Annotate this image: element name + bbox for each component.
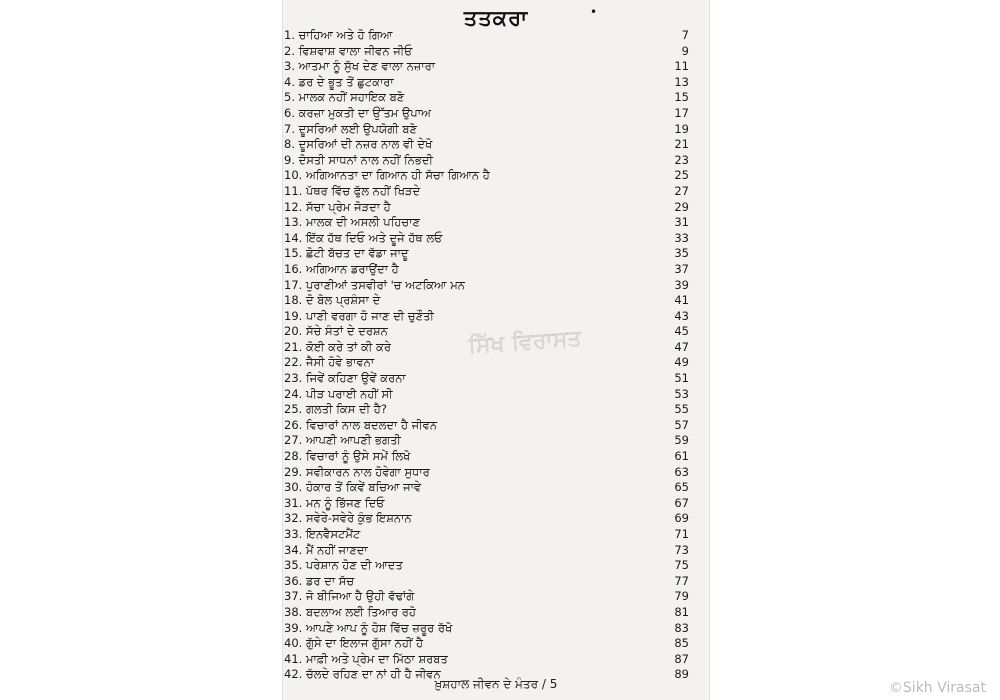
toc-entry-page: 53 xyxy=(674,386,689,401)
toc-entry-page: 45 xyxy=(674,324,689,339)
toc-entry-title: 13. ਮਾਲਕ ਦੀ ਅਸਲੀ ਪਹਿਚਾਣ xyxy=(284,215,420,230)
toc-row xyxy=(282,371,710,387)
toc-entry-page: 35 xyxy=(674,246,689,261)
toc-row xyxy=(282,621,710,637)
toc-row xyxy=(282,387,710,403)
toc-row xyxy=(282,59,710,75)
toc-row xyxy=(282,574,710,590)
toc-entry-title: 33. ਇਨਵੈਸਟਮੈਂਟ xyxy=(284,527,361,541)
toc-entry-title: 19. ਪਾਣੀ ਵਰਗਾ ਹੋ ਜਾਣ ਦੀ ਚੁਣੌਤੀ xyxy=(284,308,434,323)
toc-entry-title: 31. ਮਨ ਨੂੰ ਭਿੱਜਣ ਦਿਓ xyxy=(284,495,385,510)
watermark: ਸਿੱਖ ਵਿਰਾਸਤ xyxy=(467,326,583,359)
toc-entry-page: 47 xyxy=(674,339,689,354)
toc-entry-title: 32. ਸਵੇਰੇ-ਸਵੇਰੇ ਕੁੰਭ ਇਸ਼ਨਾਨ xyxy=(284,511,412,526)
toc-row xyxy=(282,90,710,106)
toc-row xyxy=(282,153,710,169)
toc-row xyxy=(282,636,710,652)
toc-row xyxy=(282,511,710,527)
page-title: ਤਤਕਰਾ xyxy=(463,6,529,30)
toc-row xyxy=(282,480,710,496)
toc-entry-title: 39. ਆਪਣੇ ਆਪ ਨੂੰ ਹੋਸ਼ ਵਿੱਚ ਜ਼ਰੂਰ ਰੱਖੋ xyxy=(284,620,453,635)
toc-row xyxy=(282,605,710,621)
toc-entry-page: 7 xyxy=(681,28,689,42)
toc-entry-page: 9 xyxy=(681,43,689,58)
toc-entry-page: 17 xyxy=(674,105,689,120)
toc-row xyxy=(282,355,710,371)
toc-entry-title: 15. ਛੋਟੀ ਬੱਚਤ ਦਾ ਵੱਡਾ ਜਾਦੂ xyxy=(284,246,409,261)
toc-row xyxy=(282,402,710,418)
toc-entry-title: 11. ਪੱਥਰ ਵਿੱਚ ਫੁੱਲ ਨਹੀਂ ਖਿੜਦੇ xyxy=(284,183,421,198)
toc-row xyxy=(282,652,710,668)
toc-row xyxy=(282,184,710,200)
toc-entry-page: 79 xyxy=(674,589,689,604)
toc-entry-page: 13 xyxy=(674,74,689,89)
toc-entry-page: 67 xyxy=(674,495,689,510)
toc-row xyxy=(282,231,710,247)
toc-entry-page: 65 xyxy=(674,480,689,495)
toc-entry-page: 55 xyxy=(674,402,689,417)
toc-entry-title: 29. ਸਵੀਕਾਰਨ ਨਾਲ ਹੋਵੇਗਾ ਸੁਧਾਰ xyxy=(284,464,430,479)
toc-entry-title: 41. ਮਾਫ਼ੀ ਅਤੇ ਪ੍ਰੇਮ ਦਾ ਮਿੱਠਾ ਸ਼ਰਬਤ xyxy=(284,651,448,666)
toc-entry-page: 29 xyxy=(674,199,689,214)
toc-row xyxy=(282,418,710,434)
toc-row xyxy=(282,44,710,60)
toc-entry-title: 42. ਚੱਲਦੇ ਰਹਿਣ ਦਾ ਨਾਂ ਹੀ ਹੈ ਜੀਵਨ xyxy=(284,667,441,682)
toc-entry-page: 19 xyxy=(674,121,689,136)
page-footer: ਖ਼ੁਸ਼ਹਾਲ ਜੀਵਨ ਦੇ ਮੰਤਰ / 5 xyxy=(434,677,558,691)
toc-entry-page: 87 xyxy=(674,651,689,666)
toc-entry-title: 20. ਸੱਚੇ ਸੰਤਾਂ ਦੇ ਦਰਸ਼ਨ xyxy=(284,324,388,339)
toc-row xyxy=(282,449,710,465)
toc-row xyxy=(282,262,710,278)
toc-entry-page: 81 xyxy=(674,604,689,619)
page-dot: • xyxy=(590,5,598,19)
toc-entry-title: 38. ਬਦਲਾਅ ਲਈ ਤਿਆਰ ਰਹੋ xyxy=(284,604,416,619)
toc-row xyxy=(282,278,710,294)
toc-row xyxy=(282,293,710,309)
toc-entry-page: 61 xyxy=(674,449,689,464)
toc-entry-title: 16. ਅਗਿਆਨ ਡਰਾਉਂਦਾ ਹੈ xyxy=(284,261,399,276)
toc-entry-page: 43 xyxy=(674,308,689,323)
toc-entry-page: 73 xyxy=(674,542,689,557)
toc-entry-page: 23 xyxy=(674,152,689,167)
toc-entry-page: 63 xyxy=(674,464,689,479)
toc-entry-page: 21 xyxy=(674,137,689,152)
toc-entry-page: 41 xyxy=(674,293,689,308)
toc-entry-title: 18. ਦੋ ਬੋਲ ਪ੍ਰਸ਼ੰਸਾ ਦੇ xyxy=(284,293,381,308)
toc-entry-title: 5. ਮਾਲਕ ਨਹੀਂ ਸਹਾਇਕ ਬਣੋ xyxy=(284,90,405,105)
toc-entry-page: 57 xyxy=(674,417,689,432)
toc-entry-page: 71 xyxy=(674,527,689,541)
toc-entry-page: 75 xyxy=(674,558,689,573)
toc-entry-title: 7. ਦੂਸਰਿਆਂ ਲਈ ਉਪਯੋਗੀ ਬਣੋ xyxy=(284,121,417,136)
toc-row xyxy=(282,543,710,559)
toc-entry-title: 30. ਹੰਕਾਰ ਤੋਂ ਕਿਵੇਂ ਬਚਿਆ ਜਾਵੇ xyxy=(284,480,422,495)
toc-row xyxy=(282,527,710,543)
toc-entry-page: 59 xyxy=(674,433,689,448)
toc-entry-title: 2. ਵਿਸ਼ਵਾਸ਼ ਵਾਲਾ ਜੀਵਨ ਜੀਓ xyxy=(284,43,413,58)
toc-entry-title: 21. ਕੋਈ ਕਰੇ ਤਾਂ ਕੀ ਕਰੇ xyxy=(284,339,391,354)
toc-row xyxy=(282,75,710,91)
toc-entry-page: 83 xyxy=(674,620,689,635)
toc-entry-title: 40. ਗੁੱਸੇ ਦਾ ਇਲਾਜ ਗੁੱਸਾ ਨਹੀਂ ਹੈ xyxy=(284,636,424,651)
toc-entry-title: 3. ਆਤਮਾ ਨੂੰ ਸੁੱਖ ਦੇਣ ਵਾਲਾ ਨਜ਼ਾਰਾ xyxy=(284,59,436,74)
toc-entry-title: 1. ਚਾਹਿਆ ਅਤੇ ਹੋ ਗਿਆ xyxy=(284,28,393,42)
toc-row xyxy=(282,496,710,512)
toc-entry-title: 27. ਆਪਣੀ ਆਪਣੀ ਭਗਤੀ xyxy=(284,433,401,448)
toc-entry-page: 39 xyxy=(674,277,689,292)
toc-row xyxy=(282,122,710,138)
toc-entry-page: 69 xyxy=(674,511,689,526)
toc-row xyxy=(282,137,710,153)
toc-entry-title: 25. ਗਲਤੀ ਕਿਸ ਦੀ ਹੈ? xyxy=(284,402,387,417)
toc-row xyxy=(282,589,710,605)
toc-entry-page: 11 xyxy=(674,59,689,74)
toc-entry-title: 35. ਪਰੇਸ਼ਾਨ ਹੋਣ ਦੀ ਆਦਤ xyxy=(284,558,403,573)
toc-entry-title: 28. ਵਿਚਾਰਾਂ ਨੂੰ ਉਸੇ ਸਮੇਂ ਲਿਖੋ xyxy=(284,449,411,464)
toc-entry-page: 31 xyxy=(674,215,689,230)
book-page xyxy=(282,0,710,700)
toc-entry-page: 15 xyxy=(674,90,689,105)
toc-entry-page: 51 xyxy=(674,371,689,386)
toc-entry-page: 77 xyxy=(674,573,689,588)
toc-entry-title: 17. ਪੁਰਾਣੀਆਂ ਤਸਵੀਰਾਂ 'ਚ ਅਟਕਿਆ ਮਨ xyxy=(284,277,465,292)
toc-entry-title: 4. ਡਰ ਦੇ ਭੂਤ ਤੋਂ ਛੁਟਕਾਰਾ xyxy=(284,74,394,89)
toc-entry-title: 9. ਦੋਸਤੀ ਸਾਧਨਾਂ ਨਾਲ ਨਹੀਂ ਨਿਭਦੀ xyxy=(284,152,433,167)
toc-entry-title: 26. ਵਿਚਾਰਾਂ ਨਾਲ ਬਦਲਦਾ ਹੈ ਜੀਵਨ xyxy=(284,417,438,432)
toc-row xyxy=(282,200,710,216)
toc-row xyxy=(282,465,710,481)
toc-entry-page: 89 xyxy=(674,667,689,682)
toc-row xyxy=(282,106,710,122)
toc-entry-title: 36. ਡਰ ਦਾ ਸੱਚ xyxy=(284,573,355,588)
toc-row xyxy=(282,28,710,44)
toc-entry-page: 85 xyxy=(674,636,689,651)
toc-entry-title: 34. ਮੈਂ ਨਹੀਂ ਜਾਣਦਾ xyxy=(284,542,368,557)
toc-entry-page: 33 xyxy=(674,230,689,245)
toc-entry-page: 49 xyxy=(674,355,689,370)
toc-entry-title: 6. ਕਰਜ਼ਾ ਮੁਕਤੀ ਦਾ ਉੱਤਮ ਉਪਾਅ xyxy=(284,105,431,120)
toc-entry-title: 22. ਜੈਸੀ ਹੋਵੇ ਭਾਵਨਾ xyxy=(284,355,375,370)
toc-entry-title: 12. ਸੱਚਾ ਪ੍ਰੇਮ ਜੋੜਦਾ ਹੈ xyxy=(284,199,391,214)
toc-entry-page: 25 xyxy=(674,168,689,183)
toc-row xyxy=(282,215,710,231)
toc-entry-title: 23. ਜਿਵੇਂ ਕਹਿਣਾ ਉਵੇਂ ਕਰਨਾ xyxy=(284,371,406,386)
toc-row xyxy=(282,246,710,262)
toc-entry-title: 8. ਦੂਸਰਿਆਂ ਦੀ ਨਜ਼ਰ ਨਾਲ ਵੀ ਦੇਖੋ xyxy=(284,137,433,152)
copyright-watermark: ©Sikh Virasat xyxy=(888,680,986,696)
toc-row xyxy=(282,558,710,574)
toc-entry-title: 24. ਪੀੜ ਪਰਾਈ ਨਹੀਂ ਸੀ xyxy=(284,386,393,401)
toc-entry-title: 37. ਜੋ ਬੀਜਿਆ ਹੈ ਉਹੀ ਵੱਢਾਂਗੇ xyxy=(284,589,415,604)
toc-entry-title: 14. ਇੱਕ ਹੱਥ ਦਿਓ ਅਤੇ ਦੂਜੇ ਹੱਥ ਲਓ xyxy=(284,230,443,245)
toc-entry-page: 27 xyxy=(674,183,689,198)
toc-entry-page: 37 xyxy=(674,261,689,276)
toc-entry-title: 10. ਅਗਿਆਨਤਾ ਦਾ ਗਿਆਨ ਹੀ ਸੱਚਾ ਗਿਆਨ ਹੈ xyxy=(284,168,490,183)
toc-row xyxy=(282,168,710,184)
toc-row xyxy=(282,433,710,449)
